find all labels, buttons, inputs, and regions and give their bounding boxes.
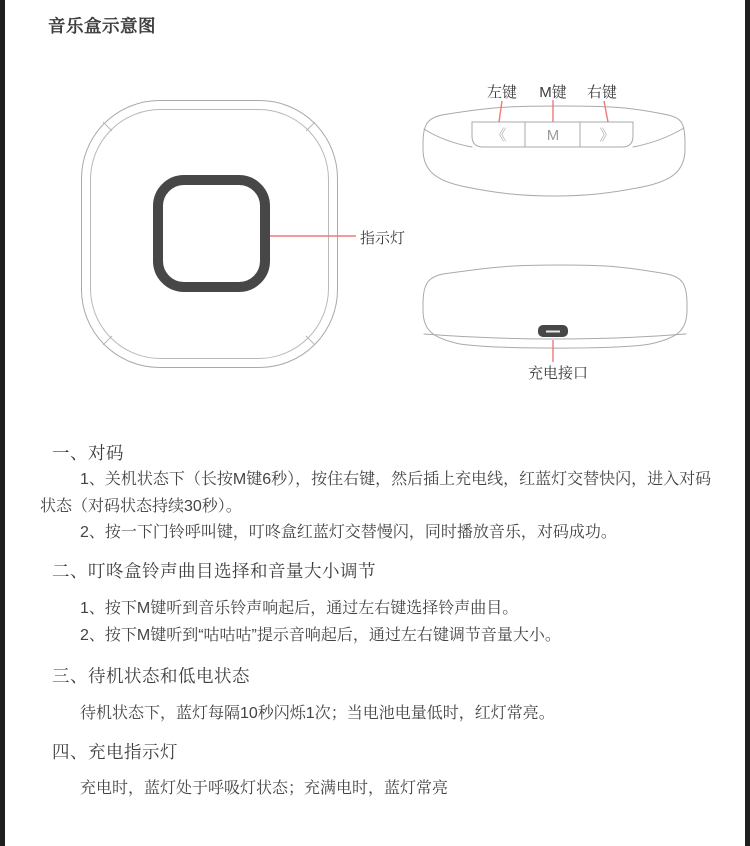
- left-key-leader-line: [499, 101, 502, 122]
- right-key-label: 右键: [586, 84, 618, 101]
- right-key-leader-line: [604, 101, 608, 122]
- m-key-icon: M: [546, 127, 560, 144]
- right-edge-bar: [745, 0, 750, 846]
- corner-tick-top-left: [103, 122, 112, 131]
- corner-tick-bottom-left: [103, 336, 112, 345]
- section3-item1: 待机状态下，蓝灯每隔10秒闪烁1次；当电池电量低时，红灯常亮。: [80, 705, 555, 722]
- front-inner-outline: [91, 110, 329, 359]
- section2-item2: 2、按下M键听到“咕咕咕”提示音响起后，通过左右键调节音量大小。: [80, 627, 561, 644]
- indicator-light-label: 指示灯: [360, 230, 406, 247]
- corner-tick-bottom-right: [306, 336, 315, 345]
- section4-heading: 四、充电指示灯: [52, 742, 178, 762]
- top-view-diagram: [420, 93, 700, 208]
- right-key-icon: 》: [599, 127, 615, 144]
- top-seam-left: [424, 129, 472, 147]
- top-seam-right: [633, 128, 684, 147]
- top-view-outline: [423, 106, 685, 196]
- front-view-diagram: [79, 97, 359, 371]
- left-key-icon: 《: [491, 127, 507, 144]
- m-key-label: M键: [539, 84, 567, 101]
- section3-heading: 三、待机状态和低电状态: [52, 666, 250, 686]
- charging-port-label: 充电接口: [527, 365, 589, 382]
- section2-heading: 二、叮咚盒铃声曲目选择和音量大小调节: [52, 561, 376, 581]
- front-outer-outline: [82, 101, 338, 368]
- left-edge-bar: [0, 0, 5, 846]
- section2-item1: 1、按下M键听到音乐铃声响起后，通过左右键选择铃声曲目。: [80, 600, 519, 617]
- section4-item1: 充电时，蓝灯处于呼吸灯状态；充满电时，蓝灯常亮: [80, 780, 449, 797]
- page-title: 音乐盒示意图: [48, 16, 156, 36]
- section1-item2: 2、按一下门铃呼叫键，叮咚盒红蓝灯交替慢闪，同时播放音乐，对码成功。: [80, 524, 617, 541]
- left-key-label: 左键: [486, 84, 518, 101]
- bottom-view-diagram: [420, 258, 700, 370]
- indicator-light-ring: [158, 180, 265, 287]
- corner-tick-top-right: [306, 122, 315, 131]
- section1-heading: 一、对码: [52, 443, 124, 463]
- section1-item1: 1、关机状态下（长按M键6秒），按住右键，然后插上充电线，红蓝灯交替快闪，进入对码状态（对码状态持续30秒）。: [40, 471, 712, 515]
